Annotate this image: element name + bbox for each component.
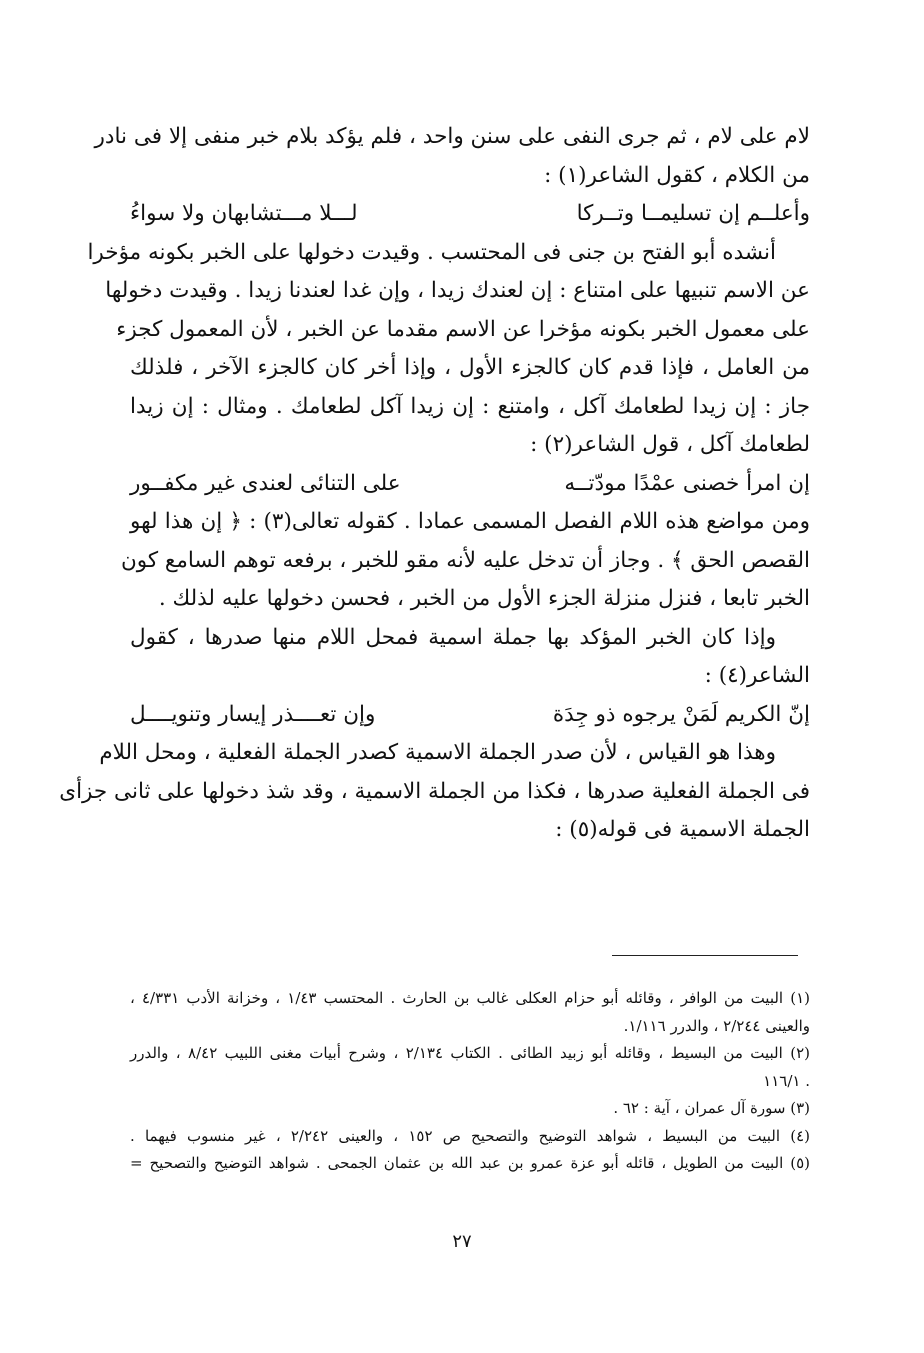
verse-line [130,465,810,504]
page-number: ٢٧ [452,1231,472,1252]
footnote-line: (٢) البيت من البسيط ، وقائله أبو زبيد الطائى . الكتاب ٢/١٣٤ ، وشرح أبيات مغنى اللبيب ٨/٤٢ ، والدرر [130,1044,810,1062]
footnote-divider [612,955,798,956]
text-line: من العامل ، فإذا قدم كان كالجزء الأول ، وإذا أخر كان كالجزء الآخر ، فلذلك [130,355,810,380]
footnote-line: (١) البيت من الوافر ، وقائله أبو حزام العكلى غالب بن الحارث . المحتسب ١/٤٣ ، وخزانة الأدب ٤/٣٣١ ، [130,989,810,1007]
footnote-line: . ١١٦/١ [763,1071,810,1090]
text-line: القصص الحق ﴾ . وجاز أن تدخل عليه لأنه مقو للخبر ، برفعه توهم السامع كون [120,547,810,573]
text-line: على معمول الخبر بكونه مؤخرا عن الاسم مقدما عن الخبر ، لأن المعمول كجزء [116,316,810,342]
text-line: الخبر تابعا ، فنزل منزلة الجزء الأول من الخبر ، فحسن دخولها عليه لذلك . [158,586,810,611]
text-line: فى الجملة الفعلية صدرها ، فكذا من الجملة الاسمية ، وقد شذ دخولها على ثانى جزأى [59,778,810,804]
verse-first-hemistich: إن امرأ خصنى عمْدًا مودّتــه [564,470,810,496]
footnote-line: والعينى ٢/٢٤٤ ، والدرر ١/١١٦. [623,1016,810,1035]
verse-line [130,195,810,234]
text-line: وإذا كان الخبر المؤكد بها جملة اسمية فمحل اللام منها صدرها ، كقول [130,624,776,650]
footnotes [130,985,810,1178]
text-line: أنشده أبو الفتح بن جنى فى المحتسب . وقيدت دخولها على الخبر بكونه مؤخرا [87,239,776,265]
verse-first-hemistich: وأعلــم إن تسليمــا وتــركا [576,201,810,226]
verse-second-hemistich: لـــلا مـــتشابهان ولا سواءُ [130,201,358,226]
footnote-line: (٣) سورة آل عمران ، آية : ٦٢ . [613,1099,810,1117]
text-line: جاز : إن زيدا لطعامك آكل ، وامتنع : إن زيدا آكل لطعامك . ومثال : إن زيدا [130,393,810,419]
text-line: لام على لام ، ثم جرى النفى على سنن واحد ، فلم يؤكد بلام خبر منفى إلا فى نادر [94,124,810,149]
text-line: من الكلام ، كقول الشاعر(١) : [544,162,810,188]
main-text [59,118,811,850]
text-line: ومن مواضع هذه اللام الفصل المسمى عمادا . كقوله تعالى(٣) : ﴿ إن هذا لهو [130,509,811,534]
text-line: عن الاسم تنبيها على امتناع : إن لعندك زيدا ، وإن غدا لعندنا زيدا . وقيدت دخولها [105,278,810,303]
text-line: لطعامك آكل ، قول الشاعر(٢) : [530,432,810,457]
verse-second-hemistich: وإن تعــــذر إيسار وتنويــــل [130,701,376,727]
footnote-line: (٥) البيت من الطويل ، قائله أبو عزة عمرو بن عبد الله بن عثمان الجمحى . شواهد التوضيح والتصحيح = [130,1154,810,1172]
footnote-line: (٤) البيت من البسيط ، شواهد التوضيح والتصحيح ص ١٥٢ ، والعينى ٢/٢٤٢ ، غير منسوب فيهما . [130,1126,810,1145]
verse-first-hemistich: إنّ الكريم لَمَنْ يرجوه ذو جِدَة [552,701,810,727]
text-line: وهذا هو القياس ، لأن صدر الجملة الاسمية كصدر الجملة الفعلية ، ومحل اللام [99,740,776,765]
verse-second-hemistich: على التنائى لعندى غير مكفــور [130,470,401,496]
verse-line [130,696,810,735]
text-line: الجملة الاسمية فى قوله(٥) : [555,817,810,842]
text-line: الشاعر(٤) : [704,663,810,688]
